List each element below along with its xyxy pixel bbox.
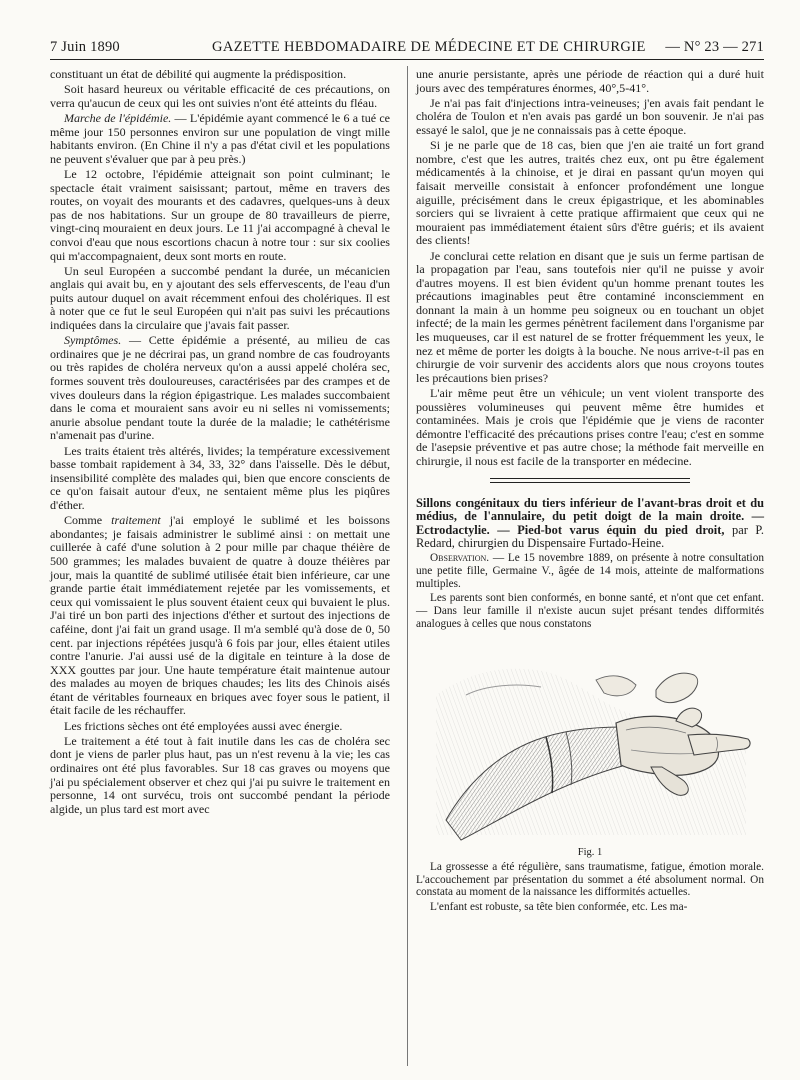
hand-illustration-icon (426, 635, 756, 843)
paragraph: Si je ne parle que de 18 cas, bien que j'en aie traité un fort grand nombre, c'est que les autres, traités chez eux, ont pu être également médicamentés à la chinoise, et je dirai en passant qu'un moyen qui faisait merveille consistait à enfoncer profondément une longue aiguille, précisément dans le creux épigastrique, et les abominables sorciers qui se livraient à cette pratique affirmaient que ceux qui ne mouraient pas immédiatement étaient sûrs d'être guéris; et ils avaient des clients! (416, 138, 764, 248)
paragraph: une anurie persistante, après une période de réaction qui a duré huit jours avec des températures énormes, 40°,5-41°. (416, 67, 764, 95)
paragraph: L'enfant est robuste, sa tête bien conformée, etc. Les ma- (430, 900, 688, 913)
page-header (50, 37, 764, 60)
header-date: 7 Juin 1890 (50, 39, 120, 55)
article-separator (490, 478, 690, 483)
article-byline: par P. Redard, chirurgien du Dispensaire Furtado-Heine. (416, 522, 764, 551)
paragraph: Un seul Européen a succombé pendant la durée, un mécanicien anglais qui avait bu, en y ajoutant des sels effervescents, de l'eau d'un puits autour duquel on avait récemment enfoui des cholériques. Il est à noter que ce fut le seul Européen qui n'ait pas suivi les précautions indiquées dans la circulaire que j'avais fait passer. (50, 263, 390, 333)
right-column (416, 68, 764, 915)
article-title: Sillons congénitaux du tiers inférieur de l'avant-bras droit et du médius, de l'annulaire, du petit doigt de la main droite. — Ectrodactylie. — Pied-bot varus équin du pied droit, par P. Redard, chirurgien du Dispensaire Furtado-Heine. (416, 495, 764, 551)
observation-paragraph: Observation. — Le 15 novembre 1889, on présente à notre consultation une petite fille, Germaine V., âgée de 14 mois, atteinte de malformations multiples. (416, 552, 764, 590)
paragraph: La grossesse a été régulière, sans traumatisme, fatigue, émotion morale. L'accouchement par présentation du sommet a été absolument normal. On constata au moment de la naissance les difformités actuelles. (416, 860, 764, 899)
paragraph-marche: Marche de l'épidémie. — L'épidémie ayant commencé le 6 a tué ce même jour 150 personnes environ sur une population de vingt mille habitants environ. (En Chine il n'y a pas d'état civil et les populations ne peuvent s'évaluer que par à peu près.) (50, 110, 391, 166)
paragraph: Les traits étaient très altérés, livides; la température excessivement basse tombait rapidement à 34, 33, 32° dans l'aisselle. Dès le début, insensibilité complète des malades qui, bien que encore conscients de ce qu'on faisait autour d'eux, ne sentaient même plus les piqûres d'éther. (50, 443, 390, 512)
paragraph: L'air même peut être un véhicule; un vent violent transporte des poussières volumineuses qui peuvent même être humides et contaminées. Mais je crois que l'épidémie que je viens de raconter démontre l'efficacité des précautions prises contre l'eau; c'est en somme de l'asepsie préventive et pas autre chose; la méthode fait merveille en chirurgie, il nous est facile de la transporter en médecine. (416, 386, 764, 468)
observation-heading: Observation. (430, 552, 490, 565)
paragraph: Les frictions sèches ont été employées aussi avec énergie. (64, 718, 343, 733)
paragraph: Le traitement a été tout à fait inutile dans les cas de choléra sec dont je viens de parler plus haut, pas un n'est revenu à la vie; les cas ordinaires ont été plus favorables. Sur 18 cas graves ou moyens que j'ai pu spécialement observer et chez qui j'ai pu suivre le traitement en personne, 14 ont survécu, trois ont succombé pendant la période algide, un plus tard est mort avec (50, 733, 390, 816)
paragraph: constituant un état de débilité qui augmente la prédisposition. (50, 67, 347, 81)
column-divider (407, 66, 408, 1066)
paragraph-traitement: Comme traitement j'ai employé le sublimé et les boissons abondantes; je faisais administrer le sublimé ainsi : on mettait une cuillerée à café d'une solution à 2 pour mille par chaque théière de 500 grammes; les malades buvaient de quatre à douze théières par jour, mais la quantité de sublimé utilisée était bien inférieure, car une grande partie était immédiatement rejetée par les vomissements, et ceux qui vomissaient le plus souvent étaient ceux qui buvaient le plus. J'ai tiré un bon parti des injections d'éther et surtout des injections de caféine, dont j'ai fait un grand usage. Il m'a semblé qu'à dose de 0, 50 cent. par injections répétées jusqu'à 6 fois par jour, elles étaient utiles contre l'anurie. J'ai aussi usé de la digitale en teinture à la dose de XXX gouttes par jour. Une haute température était maintenue autour des malades au moyen de briques chaudes; les lits des Chinois aisés étant de véritables fourneaux en briques avec foyer sous le patient, il était facile de les réchauffer. (50, 513, 390, 718)
paragraph: Je n'ai pas fait d'injections intra-veineuses; j'en avais fait pendant le choléra de Toulon et n'en avais pas gardé un bon souvenir. Je n'ai pas essayé le salol, que je ne connaissais pas à cette époque. (416, 95, 764, 137)
paragraph: Soit hasard heureux ou véritable efficacité de ces précautions, on verra qu'aucun de ceux qui les ont suivies n'ont été atteints du fléau. (50, 82, 390, 110)
figure-hand-illustration (426, 635, 756, 843)
header-journal-title: GAZETTE HEBDOMADAIRE DE MÉDECINE ET DE CHIRURGIE (212, 39, 646, 55)
header-issue-number: — N° 23 — 271 (665, 39, 764, 55)
section-heading: Symptômes. (64, 333, 122, 348)
paragraph: Le 12 octobre, l'épidémie atteignait son point culminant; le spectacle était vraiment saisissant; partout, même en travers des routes, on voyait des mourants et des cadavres, quelques-uns à deux pas de nos habitations. Sur un groupe de 80 travailleurs de pierre, vingt-cinq mouraient en deux jours. Le 11 j'ai accompagné à cheval le convoi d'eau que nous escortions chacun à notre tour : sur six coolies qui m'accompagnaient, deux sont morts en route. (50, 166, 390, 263)
figure-caption: Fig. 1 (577, 846, 603, 858)
section-heading: traitement (111, 513, 161, 528)
paragraph: Je conclurai cette relation en disant que je suis un ferme partisan de la propagation par l'eau, sans toutefois nier qu'il ne puisse y avoir d'autres moyens. Il est bien évident qu'un homme prenant toutes les précautions imaginables peut être contaminé inconsciemment en donnant la main à un homme peu soigneux ou en touchant un objet infecté; de la main les germes pénètrent facilement dans l'organisme par les muqueuses, car il est naturel de se frotter fréquemment les yeux, le nez et même de porter les doigts à la bouche. Ne nous arrive-t-il pas en chirurgie de voir survenir des accidents alors que nous croyons toutes les précautions bien prises? (416, 248, 764, 385)
paragraph: Les parents sont bien conformés, en bonne santé, et n'ont que cet enfant. — Dans leur famille il n'existe aucun sujet présant tendes difformités analogues à celles que nous constatons (416, 592, 764, 630)
paragraph-symptomes: Symptômes. — Cette épidémie a présenté, au milieu de cas ordinaires que je ne décrirai pas, un grand nombre de cas foudroyants ou très rapides de choléra nerveux qu'on a aussi appelé choléra sec, formes souvent très douloureuses, caractérisées par des crampes et de vives douleurs dans la région épigastrique. Les malades succombaient dans le coma et mouraient sans avoir eu ni selles ni vomissements; anurie absolue pendant toute la durée de la maladie; le cathétérisme n'amenait pas d'urine. (50, 333, 390, 443)
section-heading: Marche de l'épidémie. (64, 110, 172, 125)
left-column (50, 68, 390, 818)
